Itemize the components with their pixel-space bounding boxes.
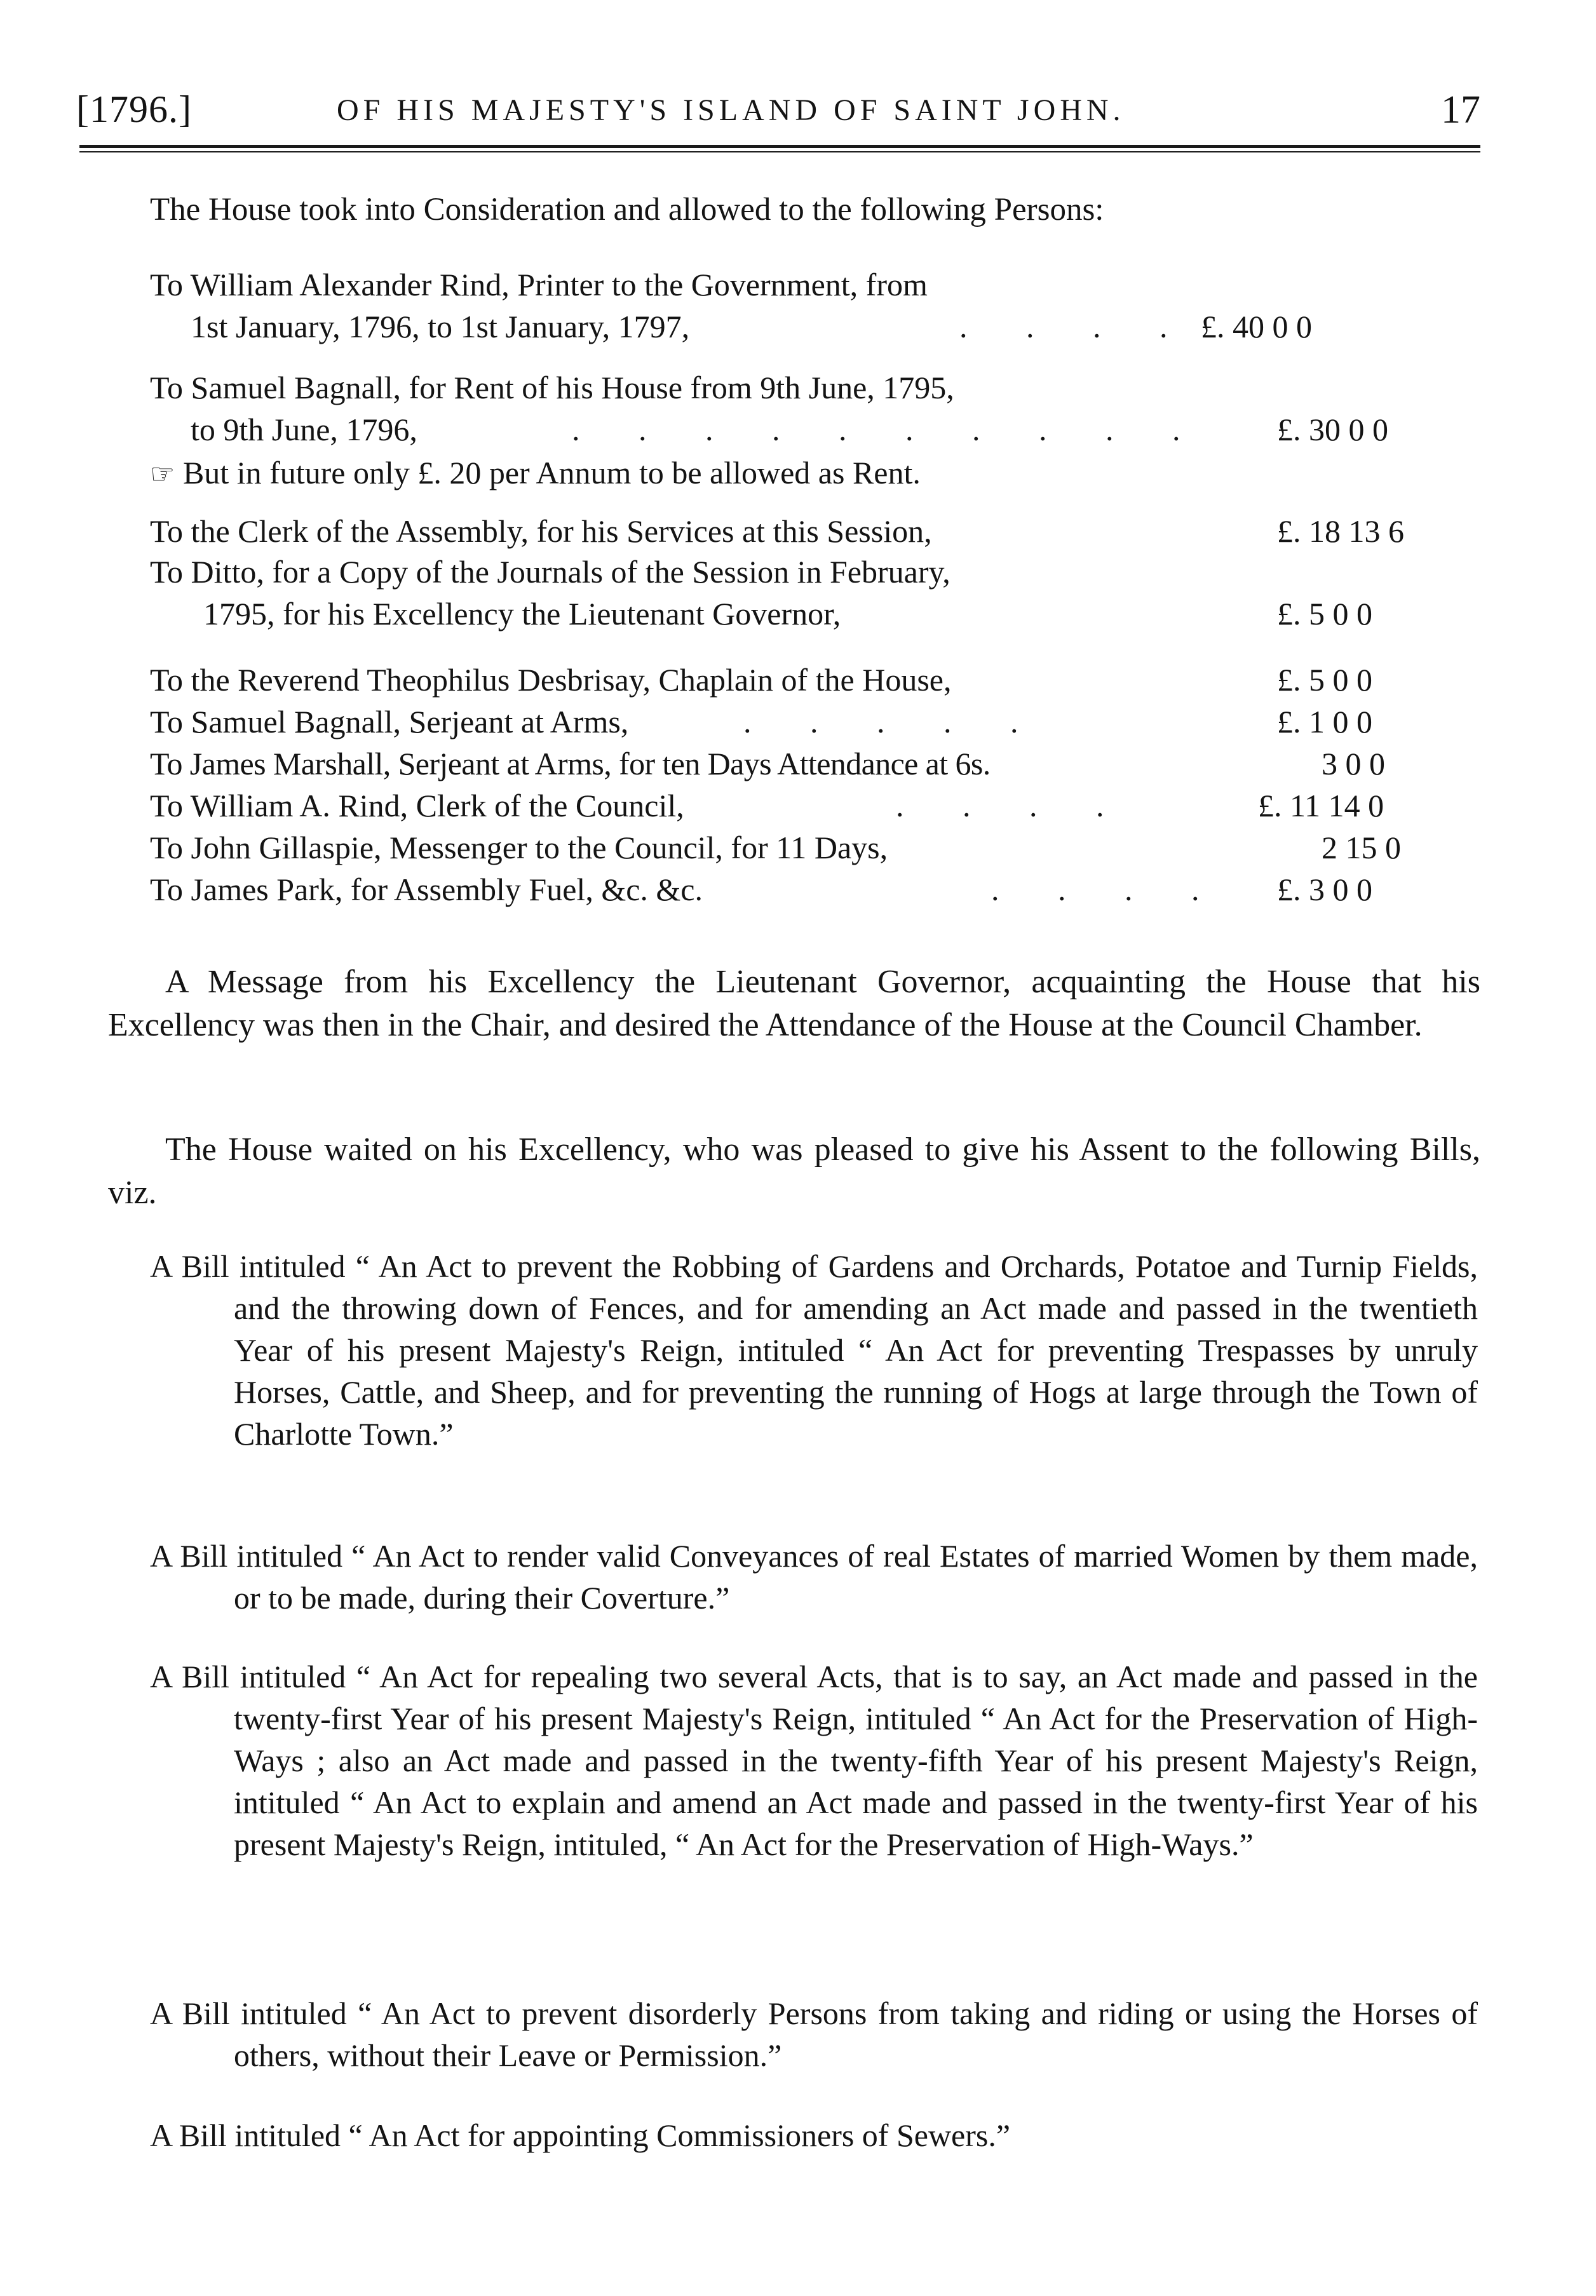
allowance-amount: 2 15 0 [1322, 830, 1401, 865]
allowance-amount: £. 5 0 0 [1277, 596, 1372, 631]
leader-dots: . . . . . . . . . . [572, 412, 1206, 447]
rent-note [150, 454, 921, 494]
leader-dots: . . . . [991, 872, 1225, 907]
running-header [76, 88, 1480, 132]
allowance-amount: £. 5 0 0 [1277, 662, 1372, 698]
allowance-line: To Samuel Bagnall, Serjeant at Arms, [150, 704, 629, 739]
allowance-line: To Ditto, for a Copy of the Journals of the Session in February, [150, 554, 950, 590]
allowance-line: To James Park, for Assembly Fuel, &c. &c. [150, 872, 703, 907]
header-title: OF HIS MAJESTY'S ISLAND OF SAINT JOHN. [337, 93, 1125, 127]
bill-entry: A Bill intituled “ An Act to prevent disorderly Persons from taking and riding or using the Horses of others, without their Leave or Permission.” [150, 1995, 1478, 2073]
allowance-line: To William Alexander Rind, Printer to the Government, from [150, 267, 928, 302]
allowance-amount: £. 30 0 0 [1277, 412, 1388, 447]
allowances-intro: The House took into Consideration and allowed to the following Persons: [150, 192, 1104, 227]
header-rule-thin [79, 151, 1480, 152]
allowance-amount: 3 0 0 [1322, 746, 1385, 781]
allowance-line: To William A. Rind, Clerk of the Council, [150, 788, 684, 823]
allowance-line: to 9th June, 1796, [191, 412, 417, 447]
allowance-line: 1st January, 1796, to 1st January, 1797, [191, 309, 690, 344]
bill-entry: A Bill intituled “ An Act to render valid Conveyances of real Estates of married Women by them made, or to be made, during their Coverture.” [150, 1538, 1478, 1616]
allowance-line: To the Clerk of the Assembly, for his Services at this Session, [150, 513, 932, 549]
rent-note-text: But in future only £. 20 per Annum to be allowed as Rent. [182, 455, 921, 490]
leader-dots: . . . . . [743, 704, 1044, 739]
message-paragraph: A Message from his Excellency the Lieutenant Governor, acquainting the House that his Excellency was then in the Chair, and desired the Attendance of the House at the Council Chamber. [108, 964, 1480, 1043]
pointing-hand-icon: ☞ [150, 458, 175, 490]
allowance-amount: £. 11 14 0 [1258, 788, 1384, 823]
bill-entry: A Bill intituled “ An Act for appointing Commissioners of Sewers.” [150, 2117, 1011, 2153]
allowance-line: To James Marshall, Serjeant at Arms, for ten Days Attendance at 6s. [150, 746, 991, 781]
header-rule [79, 145, 1480, 148]
leader-dots: . . . . [959, 309, 1193, 344]
allowance-line: To Samuel Bagnall, for Rent of his House from 9th June, 1795, [150, 370, 954, 405]
header-year: [1796.] [76, 88, 192, 130]
leader-dots: . . . . [896, 788, 1130, 823]
bill-entry: A Bill intituled “ An Act for repealing two several Acts, that is to say, an Act made and passed in the twenty-first Year of his present Majesty's Reign, intituled “ An Act for the Preservation of High-Ways ; also an Act made and passed in the twenty-fifth Year of his present Majesty's Reign, intituled “ An Act to explain and amend an Act made and passed in the twenty-first Year of his present Majesty's Reign, intituled, “ An Act for the Preservation of High-Ways.” [150, 1659, 1478, 1862]
allowance-line: To John Gillaspie, Messenger to the Council, for 11 Days, [150, 830, 888, 865]
assent-paragraph: The House waited on his Excellency, who was pleased to give his Assent to the following Bills, viz. [108, 1131, 1480, 1211]
allowance-amount: £. 3 0 0 [1277, 872, 1372, 907]
allowance-line: 1795, for his Excellency the Lieutenant Governor, [203, 596, 841, 631]
allowance-amount: £. 40 0 0 [1201, 309, 1312, 344]
bill-entry: A Bill intituled “ An Act to prevent the Robbing of Gardens and Orchards, Potatoe and Turnip Fields, and the throwing down of Fences, and for amending an Act made and passed in the twentieth Year of his present Majesty's Reign, intituled “ An Act for preventing Trespasses by unruly Horses, Cattle, and Sheep, and for preventing the running of Hogs at large through the Town of Charlotte Town.” [150, 1248, 1478, 1452]
allowance-amount: £. 18 13 6 [1277, 513, 1404, 549]
page-number: 17 [1441, 88, 1480, 132]
allowance-line: To the Reverend Theophilus Desbrisay, Chaplain of the House, [150, 662, 952, 698]
allowance-amount: £. 1 0 0 [1277, 704, 1372, 739]
